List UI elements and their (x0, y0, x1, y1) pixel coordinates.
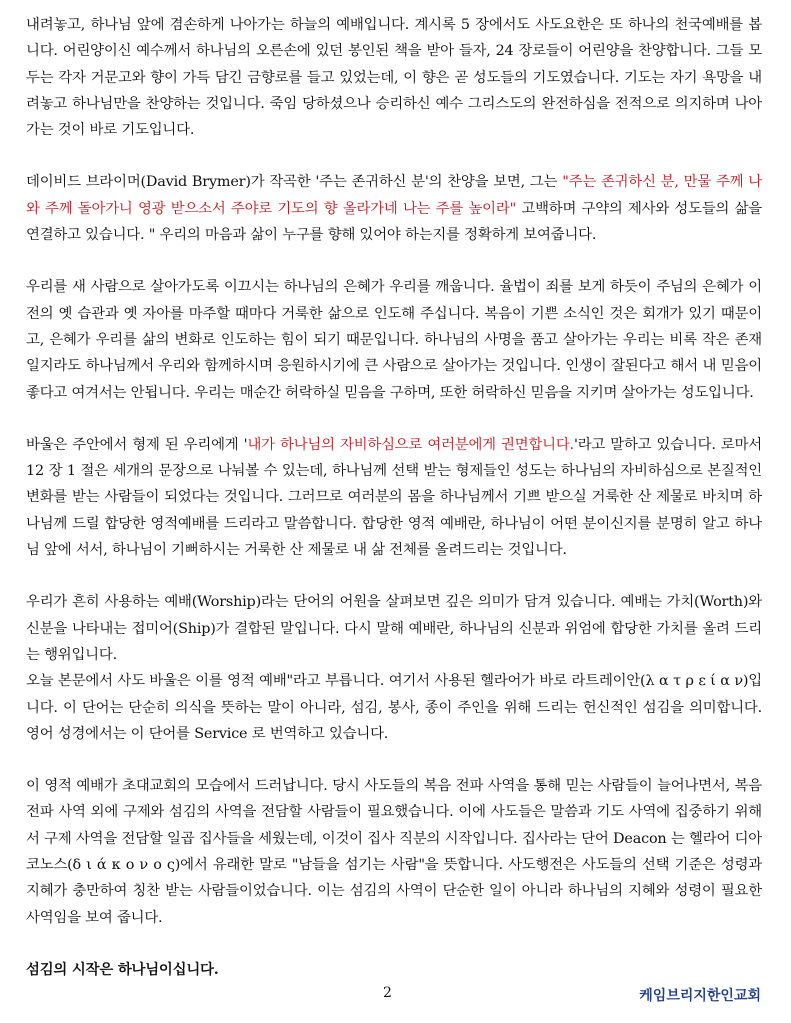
church-name: 케임브리지한인교회 (639, 988, 761, 1004)
paragraph-text: 데이비드 브라이머(David Brymer)가 작곡한 '주는 존귀하신 분'의 찬양을 보면, 그는 (26, 174, 563, 191)
paragraph-paul-exhortation (26, 432, 762, 563)
document-body (26, 12, 762, 1009)
paragraph-david-brymer (26, 169, 762, 248)
section-heading: 섬김의 시작은 하나님이십니다. (26, 960, 219, 978)
page-number: 2 (383, 985, 392, 1001)
paragraph-deacon: 이 영적 예배가 초대교회의 모습에서 드러납니다. 당시 사도들의 복음 전파 사역을 통해 믿는 사람들이 늘어나면서, 복음 전파 사역 외에 구제와 섬김의 사역을 전담할 사람들이 필요했습니다. 이에 사도들은 말씀과 기도 사역에 집중하기 위해서 구제 사역을 전담할 일곱 집사들을 세웠는데, 이것이 집사 직분의 시작입니다. 집사라는 단어 Deacon 는 헬라어 디아코노스(δ ι ά κ ο ν ο ς)에서 유래한 말로 "남들을 섬기는 사람"을 뜻합니다. 사도행전은 사도들의 선택 기준은 성령과 지혜가 충만하여 칭찬 받는 사람들이었습니다. 이는 섬김의 사역이 단순한 일이 아니라 하나님의 지혜와 성령이 필요한 사역임을 보여 줍니다. (26, 778, 762, 926)
paragraph-text: 바울은 주안에서 형제 된 우리에게 ' (26, 436, 248, 453)
song-lyrics-quote: "주는 존귀하신 분, 만물 주께 나와 주께 돌아가니 영광 받으소서 주야로 기도의 향 올라가네 나는 주를 높이라" (26, 174, 762, 217)
paragraph-worship-etymology: 우리가 흔히 사용하는 예배(Worship)라는 단어의 어원을 살펴보면 깊은 의미가 담겨 있습니다. 예배는 가치(Worth)와 신분을 나타내는 접미어(Ship)가 결합된 말입니다. 다시 말해 예배란, 하나님의 신분과 위엄에 합당한 가치를 올려 드리는 행위입니다. (26, 594, 762, 663)
paragraph-text: '라고 말하고 있습니다. 로마서 12 장 1 절은 세개의 문장으로 나눠볼 수 있는데, 하나님께 선택 받는 형제들인 성도는 하나님의 자비하심으로 본질적인 변화를 받는 사람들이 되었다는 것입니다. 그러므로 여러분의 몸을 하나님께서 기쁘 받으실 거룩한 산 제물로 바치며 하나님께 드릴 합당한 영적예배를 드리라고 말씀합니다. 합당한 영적 예배란, 하나님이 어떤 분이신지를 분명히 알고 하나님 앞에 서서, 하나님이 기뻐하시는 거룩한 산 제물로 내 삶 전체를 올려드리는 것입니다. (26, 436, 762, 559)
paragraph-grace: 우리를 새 사람으로 살아가도록 이끄시는 하나님의 은혜가 우리를 깨웁니다. 율법이 죄를 보게 하듯이 주님의 은혜가 이전의 옛 습관과 옛 자아를 마주할 때마다 거룩한 삶으로 인도해 주십니다. 복음이 기쁜 소식인 것은 회개가 있기 때문이고, 은혜가 우리를 삶의 변화로 인도하는 힘이 되기 때문입니다. 하나님의 사명을 품고 살아가는 우리는 비록 작은 존재일지라도 하나님께서 우리와 함께하시며 응원하시기에 큰 사람으로 살아가는 것입니다. 인생이 잘된다고 해서 내 믿음이 좋다고 여겨서는 안됩니다. 우리는 매순간 허락하실 믿음을 구하며, 또한 허락하신 믿음을 지키며 살아가는 성도입니다. (26, 279, 762, 401)
paragraph-heavenly-worship: 내려놓고, 하나님 앞에 겸손하게 나아가는 하늘의 예배입니다. 계시록 5 장에서도 사도요한은 또 하나의 천국예배를 봅니다. 어린양이신 예수께서 하나님의 오른손에 있던 봉인된 책을 받아 들자, 24 장로들이 어린양을 찬양합니다. 그들 모두는 각자 거문고와 향이 가득 담긴 금향로를 들고 있었는데, 이 향은 곧 성도들의 기도였습니다. 기도는 자기 욕망을 내려놓고 하나님만을 찬양하는 것입니다. 죽임 당하셨으나 승리하신 예수 그리스도의 완전하심을 전적으로 의지하며 나아가는 것이 바로 기도입니다. (26, 17, 762, 139)
scripture-quote: 내가 하나님의 자비하심으로 여러분에게 권면합니다. (247, 436, 574, 453)
paragraph-text: 고백하며 구약의 제사와 성도들의 삶을 연결하고 있습니다. " 우리의 마음과 삶이 누구를 향해 있어야 하는지를 정확하게 보여줍니다. (26, 200, 762, 244)
paragraph-latreian: 오늘 본문에서 사도 바울은 이를 영적 예배"라고 부릅니다. 여기서 사용된 헬라어가 바로 라트레이안(λ α τ ρ ε ί α ν)입니다. 이 단어는 단순히 의식을 뜻하는 말이 아니라, 섬김, 봉사, 종이 주인을 위해 드리는 헌신적인 섬김을 의미합니다. 영어 성경에서는 이 단어를 Service 로 번역하고 있습니다. (26, 673, 762, 742)
